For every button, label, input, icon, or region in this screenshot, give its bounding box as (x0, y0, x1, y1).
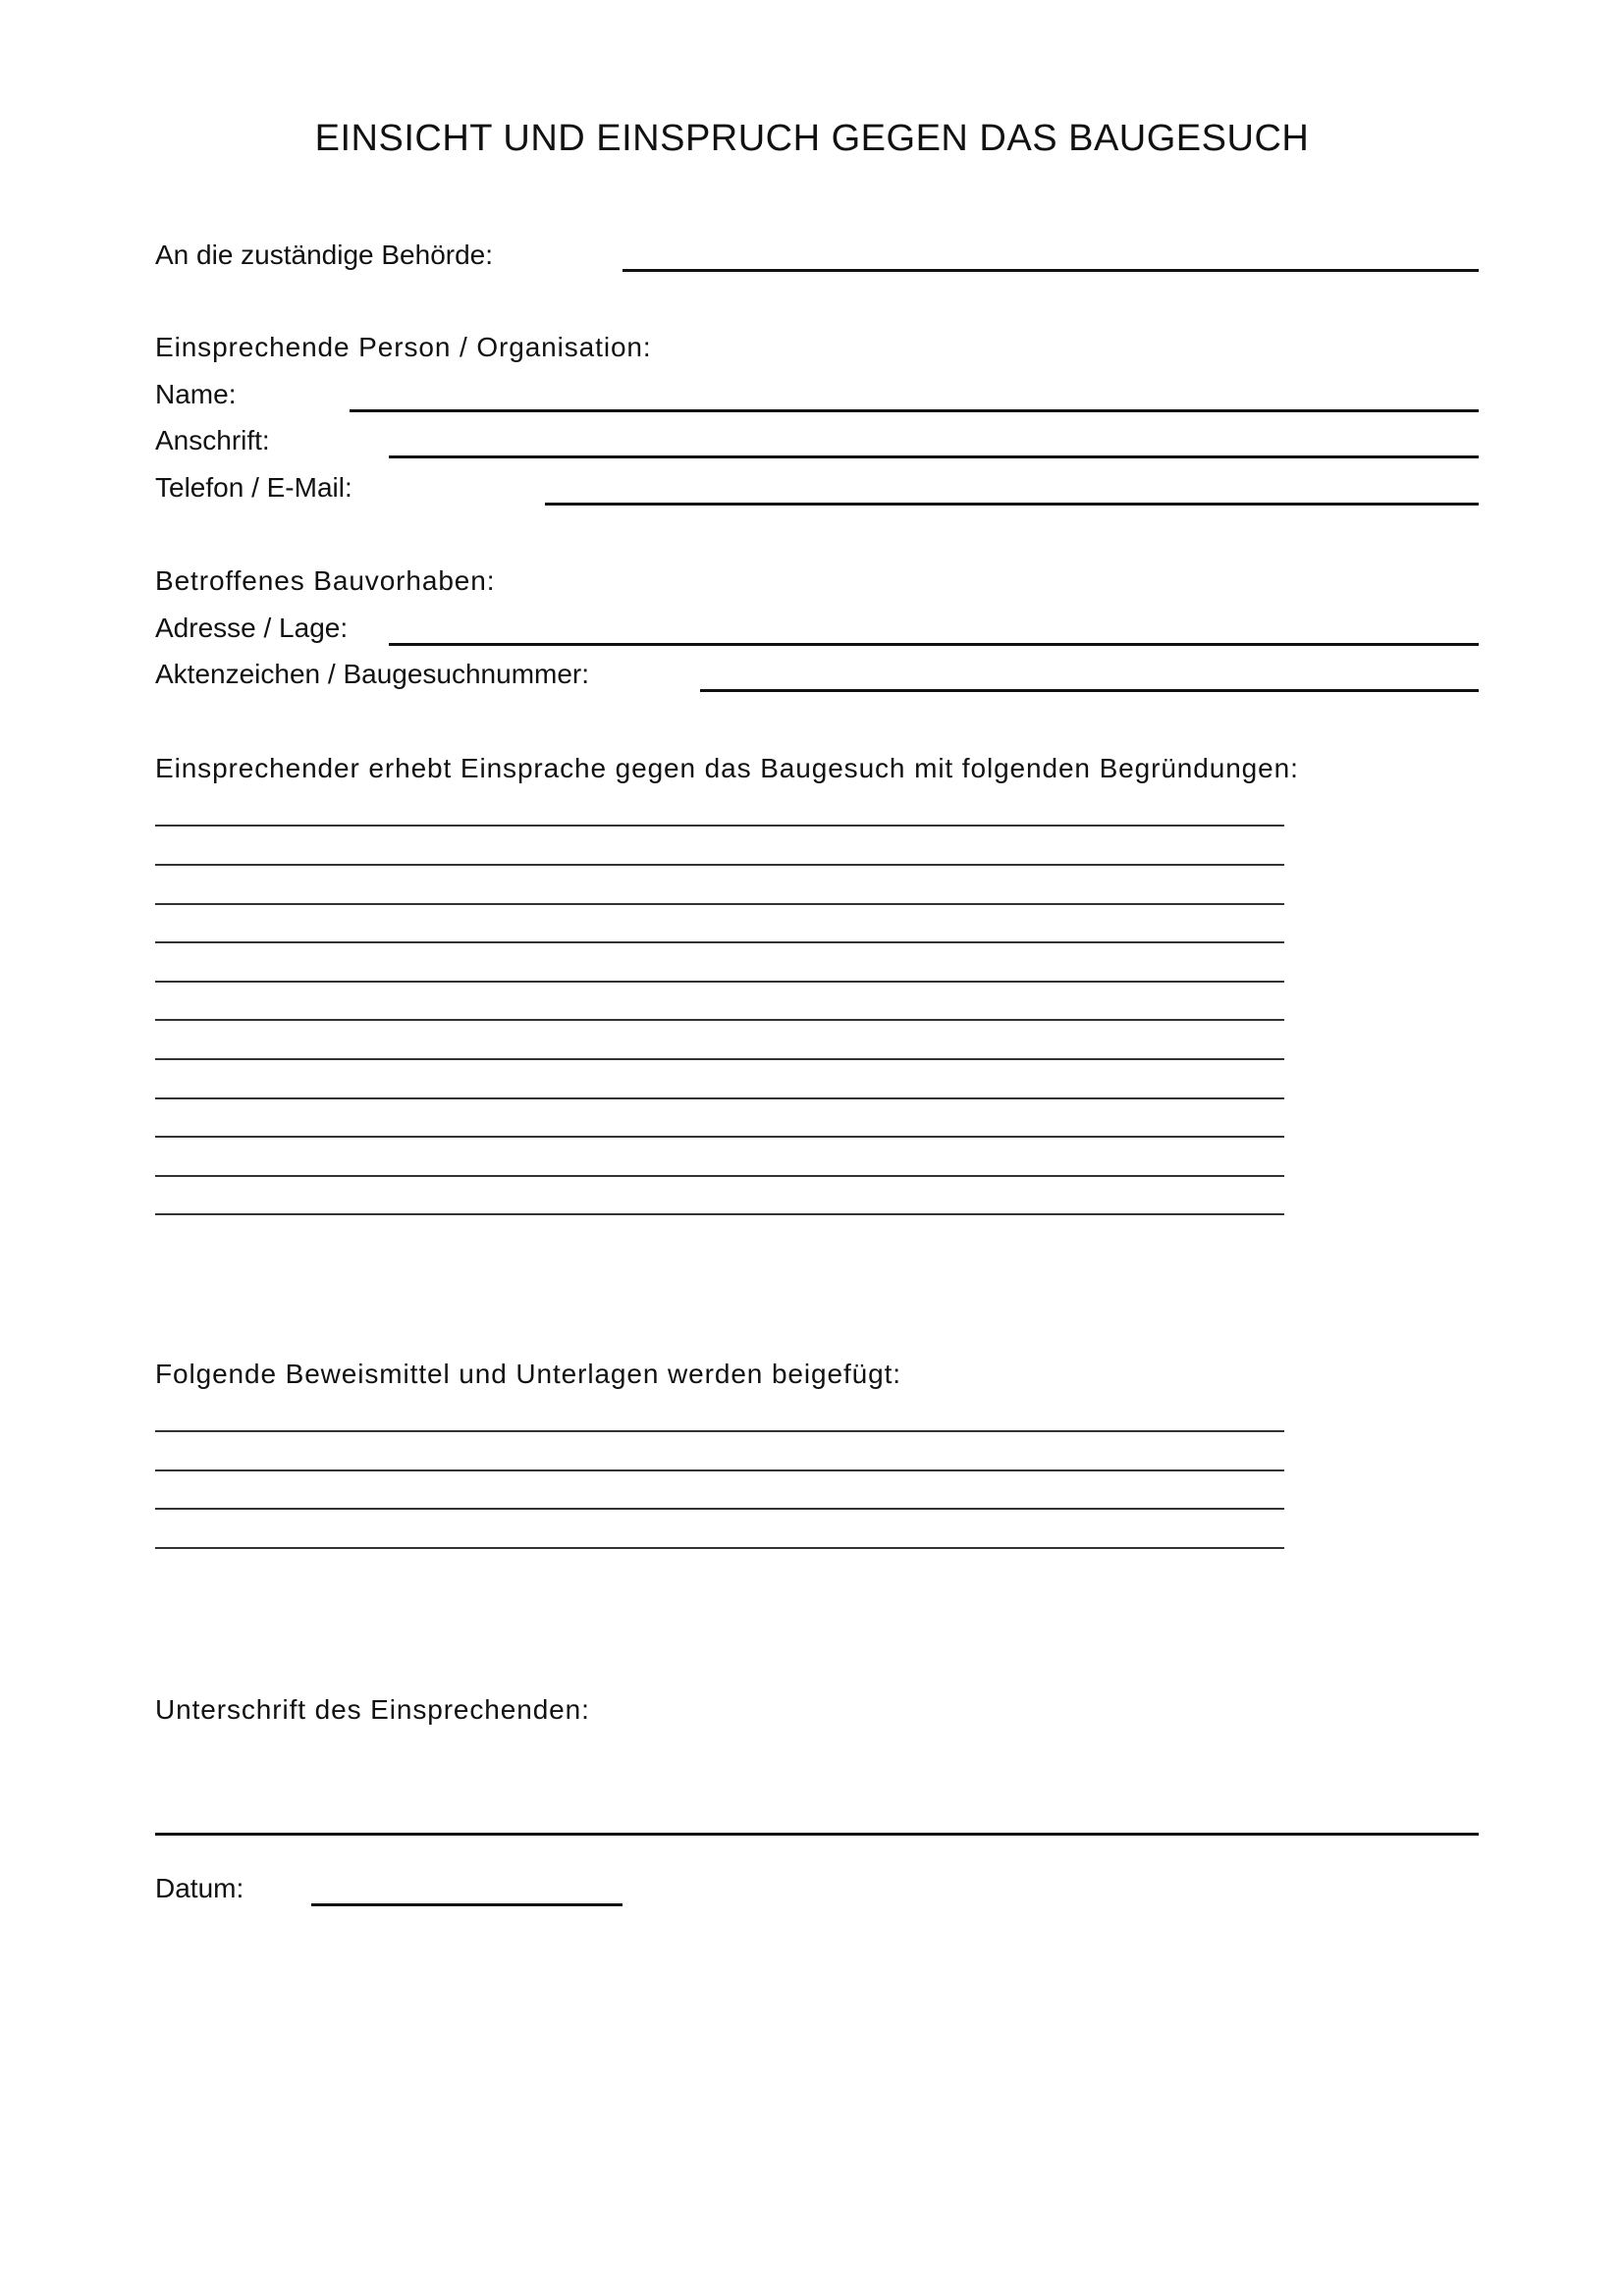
reference-field[interactable] (700, 689, 1479, 692)
objection-heading: Einsprechender erhebt Einsprache gegen das Baugesuch mit folgenden Begründungen: (155, 753, 1299, 783)
reference-label: Aktenzeichen / Baugesuchnummer: (155, 659, 590, 689)
signature-field[interactable] (155, 1833, 1479, 1836)
objection-line[interactable] (155, 981, 1284, 983)
objection-line[interactable] (155, 903, 1284, 905)
objection-line[interactable] (155, 825, 1284, 827)
date-label: Datum: (155, 1873, 244, 1903)
page-title: EINSICHT UND EINSPRUCH GEGEN DAS BAUGESUCH (314, 118, 1310, 159)
evidence-line[interactable] (155, 1508, 1284, 1510)
contact-field[interactable] (545, 503, 1479, 506)
location-field[interactable] (389, 643, 1479, 646)
project-heading: Betroffenes Bauvorhaben: (155, 565, 496, 596)
evidence-line[interactable] (155, 1547, 1284, 1549)
objector-heading: Einsprechende Person / Organisation: (155, 332, 652, 362)
objection-line[interactable] (155, 1097, 1284, 1099)
evidence-heading: Folgende Beweismittel und Unterlagen werden beigefügt: (155, 1359, 901, 1389)
authority-label: An die zuständige Behörde: (155, 240, 494, 270)
objection-line[interactable] (155, 1213, 1284, 1215)
signature-label: Unterschrift des Einsprechenden: (155, 1694, 590, 1725)
objection-line[interactable] (155, 1136, 1284, 1138)
objection-line[interactable] (155, 1058, 1284, 1060)
name-field[interactable] (350, 409, 1479, 412)
objection-line[interactable] (155, 1175, 1284, 1177)
objection-line[interactable] (155, 864, 1284, 866)
contact-label: Telefon / E-Mail: (155, 472, 352, 503)
date-field[interactable] (311, 1903, 623, 1906)
objection-line[interactable] (155, 1019, 1284, 1021)
location-label: Adresse / Lage: (155, 613, 349, 643)
address-label: Anschrift: (155, 425, 270, 455)
evidence-line[interactable] (155, 1430, 1284, 1432)
name-label: Name: (155, 379, 237, 409)
objection-line[interactable] (155, 941, 1284, 943)
authority-field[interactable] (623, 269, 1479, 272)
evidence-line[interactable] (155, 1469, 1284, 1471)
address-field[interactable] (389, 455, 1479, 458)
